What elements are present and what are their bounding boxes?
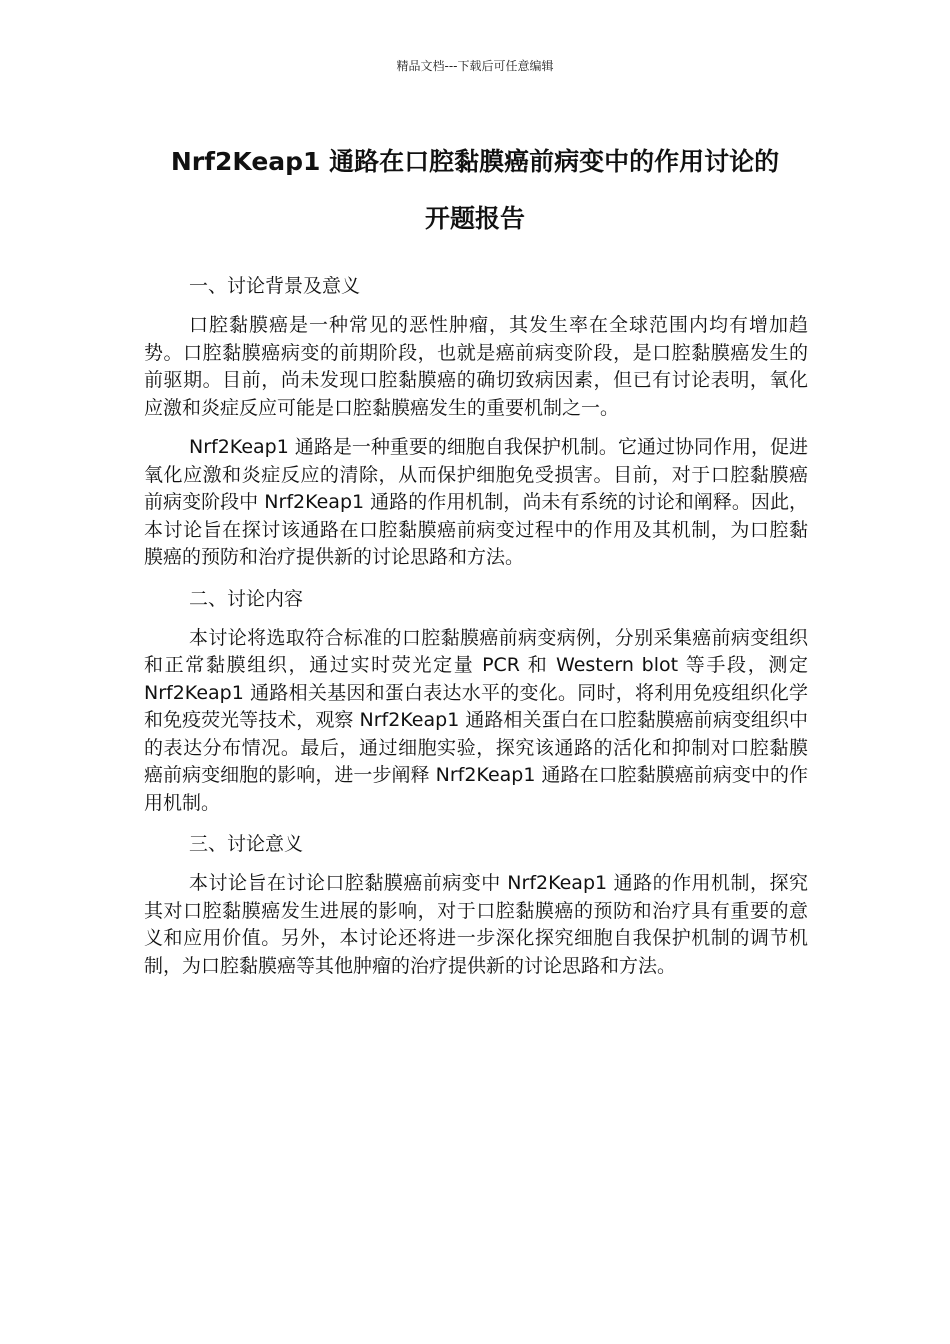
- paragraph: 本讨论将选取符合标准的口腔黏膜癌前病变病例，分别采集癌前病变组织和正常黏膜组织，通过实时荧光定量 PCR 和 Western blot 等手段，测定 Nrf2Keap1 通路相关基因和蛋白表达水平的变化。同时，将利用免疫组织化学和免疫荧光等技术，观察 Nrf2Keap1 通路相关蛋白在口腔黏膜癌前病变组织中的表达分布情况。最后，通过细胞实验，探究该通路的活化和抑制对口腔黏膜癌前病变细胞的影响，进一步阐释 Nrf2Keap1 通路在口腔黏膜癌前病变中的作用机制。: [144, 626, 808, 814]
- title-line-1: Nrf2Keap1 通路在口腔黏膜癌前病变中的作用讨论的: [170, 147, 780, 176]
- section-heading: 三、讨论意义: [189, 833, 304, 855]
- document-title: [120, 133, 830, 247]
- section-background: [144, 271, 808, 572]
- section-heading: 一、讨论背景及意义: [189, 275, 361, 297]
- title-line-2: 开题报告: [424, 204, 525, 233]
- section-heading: 二、讨论内容: [189, 587, 304, 610]
- header-note: 精品文档---下载后可任意编辑: [396, 59, 554, 73]
- section-content: [144, 584, 808, 818]
- paragraph: 本讨论旨在讨论口腔黏膜癌前病变中 Nrf2Keap1 通路的作用机制，探究其对口腔黏膜癌发生进展的影响，对于口腔黏膜癌的预防和治疗具有重要的意义和应用价值。另外，本讨论还将进一步深化探究细胞自我保护机制的调节机制，为口腔黏膜癌等其他肿瘤的治疗提供新的讨论思路和方法。: [144, 872, 808, 977]
- paragraph: 口腔黏膜癌是一种常见的恶性肿瘤，其发生率在全球范围内均有增加趋势。口腔黏膜癌病变的前期阶段，也就是癌前病变阶段，是口腔黏膜癌发生的前驱期。目前，尚未发现口腔黏膜癌的确切致病因素，但已有讨论表明，氧化应激和炎症反应可能是口腔黏膜癌发生的重要机制之一。: [144, 314, 808, 419]
- document-body: [144, 271, 808, 992]
- paragraph: Nrf2Keap1 通路是一种重要的细胞自我保护机制。它通过协同作用，促进氧化应激和炎症反应的清除，从而保护细胞免受损害。目前，对于口腔黏膜癌前病变阶段中 Nrf2Keap1 通路的作用机制，尚未有系统的讨论和阐释。因此，本讨论旨在探讨该通路在口腔黏膜癌前病变过程中的作用及其机制，为口腔黏膜癌的预防和治疗提供新的讨论思路和方法。: [144, 436, 808, 568]
- section-significance: [144, 829, 808, 980]
